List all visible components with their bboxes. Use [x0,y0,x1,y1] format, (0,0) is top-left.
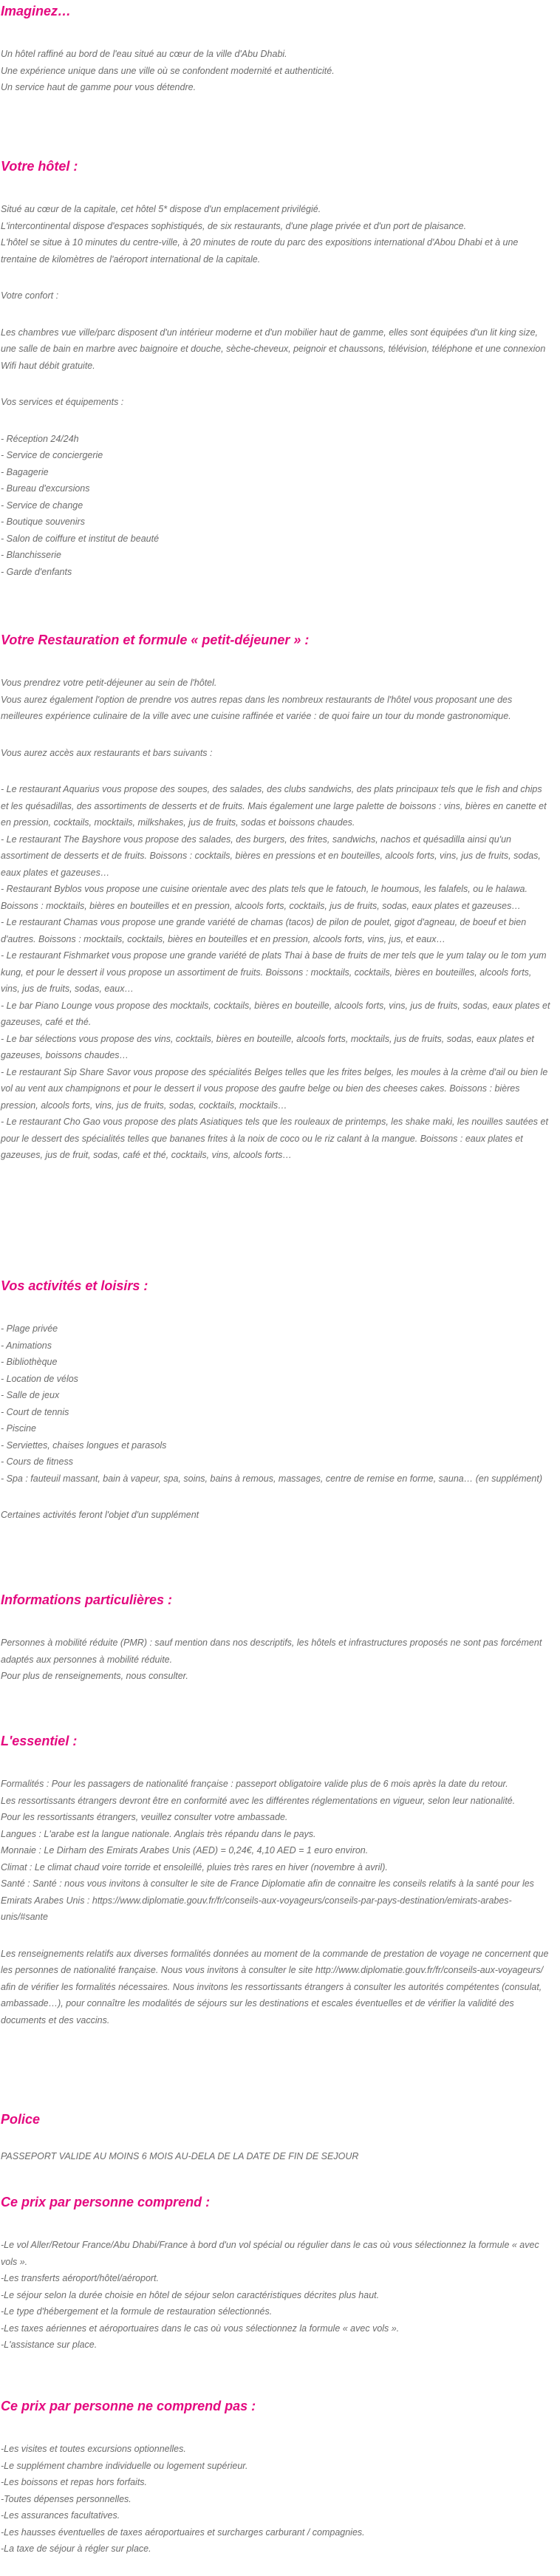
hotel-intro-line: L'intercontinental dispose d'espaces sophistiqués, de six restaurants, d'une plage privée et d'un port de plaisance. [1,220,467,231]
imaginez-line: Un hôtel raffiné au bord de l'eau situé au cœur de la ville d'Abu Dhabi. [1,49,287,59]
section-title-prix-comprend: Ce prix par personne comprend : [1,2195,211,2209]
list-item: -Toutes dépenses personnelles. [1,2493,132,2504]
restaurant-item-aquarius: - Le restaurant Aquarius vous propose des soupes, des salades, des clubs sandwichs, des plats principaux tels que le fish and chips et les quésadillas, des assortiments de desserts et de fruits. Mais également une large palette de boissons : vins, bières en canette et en pression, cocktails, mocktails, milkshakes, jus de fruits, sodas et boissons chaudes. [1,784,547,828]
restaurants-list [1,781,550,1164]
hotel-intro-line: Situé au cœur de la capitale, cet hôtel 5* dispose d'un emplacement privilégié. [1,204,321,214]
imaginez-line: Une expérience unique dans une ville où se confondent modernité et authenticité. [1,65,335,76]
list-item: - Plage privée [1,1323,58,1334]
section-imaginez [1,0,550,96]
list-item: -Le type d'hébergement et la formule de restauration sélectionnés. [1,2306,273,2317]
section-hotel [1,155,550,580]
list-item: -Les visites et toutes excursions optionnelles. [1,2444,186,2454]
list-item: -L'assistance sur place. [1,2340,98,2350]
bar-item-selections: - Le bar sélections vous propose des vins, cocktails, bières en bouteille, alcools forts, mocktails, jus de fruits, sodas, eaux plates et gazeuses, boissons chaudes… [1,1033,534,1060]
restauration-intro-line: Vous aurez également l'option de prendre vos autres repas dans les nombreux restaurants de l'hôtel vous proposant une des meilleures expérience culinaire de la ville avec une cuisine raffinée et variée : de quoi faire un tour du monde gastronomique. [1,694,513,721]
list-item: - Spa : fauteuil massant, bain à vapeur, spa, soins, bains à remous, massages, centre de remise en forme, sauna… (en supplément) [1,1473,543,1484]
list-item: - Salon de coiffure et institut de beauté [1,533,160,544]
services-label: Vos services et équipements : [1,397,124,407]
imaginez-paragraph [1,46,550,96]
restaurant-item-fishmarket: - Le restaurant Fishmarket vous propose une grande variété de plats Thai à base de fruits de mer tels que le yum talay ou le tom yum kung, et pour le dessert il vous propose un assortiment de fruits. Boissons : mocktails, cocktails, bières en bouteilles, alcools forts, vins, jus de fruits, sodas, eaux… [1,950,547,994]
restauration-intro-line: Vous prendrez votre petit-déjeuner au sein de l'hôtel. [1,678,217,688]
section-prix-comprend [1,2191,550,2354]
section-title-essentiel: L'essentiel : [1,1734,78,1748]
list-item: - Serviettes, chaises longues et parasols [1,1439,167,1451]
list-item: -La taxe de séjour à régler sur place. [1,2543,151,2554]
services-list [1,431,550,581]
list-item: - Boutique souvenirs [1,517,85,527]
prix-exclut-list [1,2441,550,2558]
essentiel-paragraph [1,1776,550,1926]
bar-item-piano-lounge: - Le bar Piano Lounge vous propose des mocktails, cocktails, bières en bouteille, alcools forts, vins, jus de fruits, sodas, eaux plates et gazeuses, café et thé. [1,1000,550,1027]
section-police [1,2108,550,2165]
hotel-intro-line: L'hôtel se situe à 10 minutes du centre-ville, à 20 minutes de route du parc des expositions international d'Abou Dhabi et à une trentaine de kilomètres de l'aéroport international de la capitale. [1,237,519,265]
informations-line: Personnes à mobilité réduite (PMR) : sauf mention dans nos descriptifs, les hôtels et infrastructures proposés ne sont pas forcément adaptés aux personnes à mobilité réduite. [1,1638,542,1665]
list-item: - Bibliothèque [1,1357,58,1367]
imaginez-line: Un service haut de gamme pour vous détendre. [1,82,197,92]
list-item: - Réception 24/24h [1,433,79,444]
list-item: - Service de change [1,500,83,511]
section-title-restauration: Votre Restauration et formule « petit-déjeuner » : [1,633,310,647]
list-item: -Les assurances facultatives. [1,2510,120,2521]
climat-line: Climat : Le climat chaud voire torride et ensoleillé, pluies très rares en hiver (novembre à avril). [1,1861,388,1873]
restaurant-item-bayshore: - Le restaurant The Bayshore vous propose des salades, des burgers, des frites, sandwichs, nachos et quésadilla ainsi qu'un assortiment de desserts et de fruits. Boissons : cocktails, bières en pressions et en bouteilles, alcools forts, vins, jus de fruits, sodas, eaux plates et gazeuses… [1,834,541,878]
list-item: - Piscine [1,1423,36,1434]
hotel-intro-paragraph [1,201,550,268]
police-text: PASSEPORT VALIDE AU MOINS 6 MOIS AU-DELA DE LA DATE DE FIN DE SEJOUR [1,2151,359,2161]
langues-line: Langues : L'arabe est la langue nationale. Anglais très répandu dans le pays. [1,1828,316,1839]
list-item: - Cours de fitness [1,1456,73,1467]
list-item: -Le vol Aller/Retour France/Abu Dhabi/France à bord d'un vol spécial ou régulier dans le cas où vous sélectionnez la formule « avec vols ». [1,2240,539,2267]
activities-list [1,1321,550,1487]
list-item: - Bagagerie [1,466,49,477]
list-item: - Garde d'enfants [1,566,72,577]
restaurants-access-label: Vous aurez accès aux restaurants et bars suivants : [1,747,213,758]
section-restauration [1,629,550,1164]
restaurant-item-cho-gao: - Le restaurant Cho Gao vous propose des plats Asiatiques tels que les rouleaux de printemps, les shake maki, les nouilles sautées et pour le dessert des spécialités telles que bananes frites à la noix de coco ou le riz calant à la mangue. Boissons : eaux plates et gazeuses, jus de fruit, sodas, café et thé, cocktails, vins, alcools forts… [1,1117,548,1160]
section-title-prix-exclut: Ce prix par personne ne comprend pas : [1,2399,256,2413]
formalites-line: Formalités : Pour les passagers de nationalité française : passeport obligatoire valide plus de 6 mois après la date du retour. [1,1779,508,1789]
sante-line: Santé : Santé : nous vous invitons à consulter le site de France Diplomatie afin de connaitre les conseils relatifs à la santé pour les Emirats Arabes Unis : https://www.diplomatie.gouv.fr/fr/conseils-aux-voyageurs/conseils-par-pays-destination/emirats-arabes-unis/#sante [1,1878,534,1922]
list-item: -Les transferts aéroport/hôtel/aéroport. [1,2273,160,2283]
list-item: -Les hausses éventuelles de taxes aéroportuaires et surcharges carburant / compagnies. [1,2526,365,2538]
ressortissants-line: Les ressortissants étrangers devront être en conformité avec les différentes réglementations en vigueur, selon leur nationalité. [1,1795,516,1806]
list-item: - Court de tennis [1,1406,69,1417]
list-item: - Location de vélos [1,1373,78,1384]
list-item: - Animations [1,1340,52,1351]
restaurant-item-sip-share-savor: - Le restaurant Sip Share Savor vous propose des spécialités Belges telles que les frites belges, les moules à la crème d'ail ou bien le vol au vent aux champignons et pour le dessert il vous propose des gaufre belge ou bien des cheeses cakes. Boissons : bières pression, alcools forts, vins, jus de fruits, sodas, cocktails, mocktails… [1,1066,548,1111]
list-item: -Le supplément chambre individuelle ou logement supérieur. [1,2460,248,2471]
section-title-police: Police [1,2112,41,2127]
section-title-imaginez: Imaginez… [1,4,72,18]
list-item: - Blanchisserie [1,550,61,560]
restauration-intro-paragraph [1,675,550,725]
comfort-text: Les chambres vue ville/parc disposent d'un intérieur moderne et d'un mobilier haut de gamme, elles sont équipées d'un lit king size, une salle de bain en marbre avec baignoire et douche, sèche-cheveux, peignoir et chaussons, télévision, téléphone et une connexion Wifi haut débit gratuite. [1,327,546,371]
section-title-informations: Informations particulières : [1,1592,173,1607]
section-prix-exclut [1,2395,550,2558]
list-item: - Salle de jeux [1,1390,60,1400]
monnaie-line: Monnaie : Le Dirham des Emirats Arabes Unis (AED) = 0,24€, 4,10 AED = 1 euro environ. [1,1845,369,1856]
restaurant-item-byblos: - Restaurant Byblos vous propose une cuisine orientale avec des plats tels que le fatouch, le houmous, les falafels, ou le halawa. Boissons : mocktails, bières en bouteilles et en pression, alcools forts, cocktails, jus de fruits, sodas, eaux plates et gazeuses… [1,884,527,911]
section-informations [1,1589,550,1685]
ambassade-line: Pour les ressortissants étrangers, veuillez consulter votre ambassade. [1,1812,288,1822]
restaurant-item-chamas: - Le restaurant Chamas vous propose une grande variété de chamas (tacos) de pilon de poulet, gigot d'agneau, de boeuf et bien d'autres. Boissons : mocktails, cocktails, bières en bouteilles et en pression, alcools forts, vins, jus, et eaux… [1,917,527,944]
section-title-activites: Vos activités et loisirs : [1,1278,148,1293]
list-item: -Le séjour selon la durée choisie en hôtel de séjour selon caractéristiques décrites plus haut. [1,2289,380,2300]
formalites-note: Les renseignements relatifs aux diverses formalités données au moment de la commande de prestation de voyage ne concernent que les personnes de nationalité française. Nous vous invitons à consulter le site http://www.diplomatie.gouv.fr/fr/conseils-aux-voyageurs/ afin de vérifier les formalités nécessaires. Nous invitons les ressortissants étrangers à consulter les autorités compétentes (consulat, ambassade…), pour connaître les modalités de séjours sur les destinations et escales éventuelles et de vérifier la validité des documents et des vaccins. [1,1948,549,2025]
list-item: -Les taxes aériennes et aéroportuaires dans le cas où vous sélectionnez la formule « avec vols ». [1,2323,400,2334]
list-item: - Service de conciergerie [1,450,103,460]
comfort-label: Votre confort : [1,290,59,301]
prix-comprend-list [1,2237,550,2354]
section-activites [1,1275,550,1524]
list-item: - Bureau d'excursions [1,483,90,494]
list-item: -Les boissons et repas hors forfaits. [1,2477,148,2487]
informations-line: Pour plus de renseignements, nous consulter. [1,1671,188,1681]
section-essentiel [1,1730,550,2028]
activities-note: Certaines activités feront l'objet d'un supplément [1,1510,199,1520]
informations-paragraph [1,1635,550,1685]
section-title-hotel: Votre hôtel : [1,159,78,174]
